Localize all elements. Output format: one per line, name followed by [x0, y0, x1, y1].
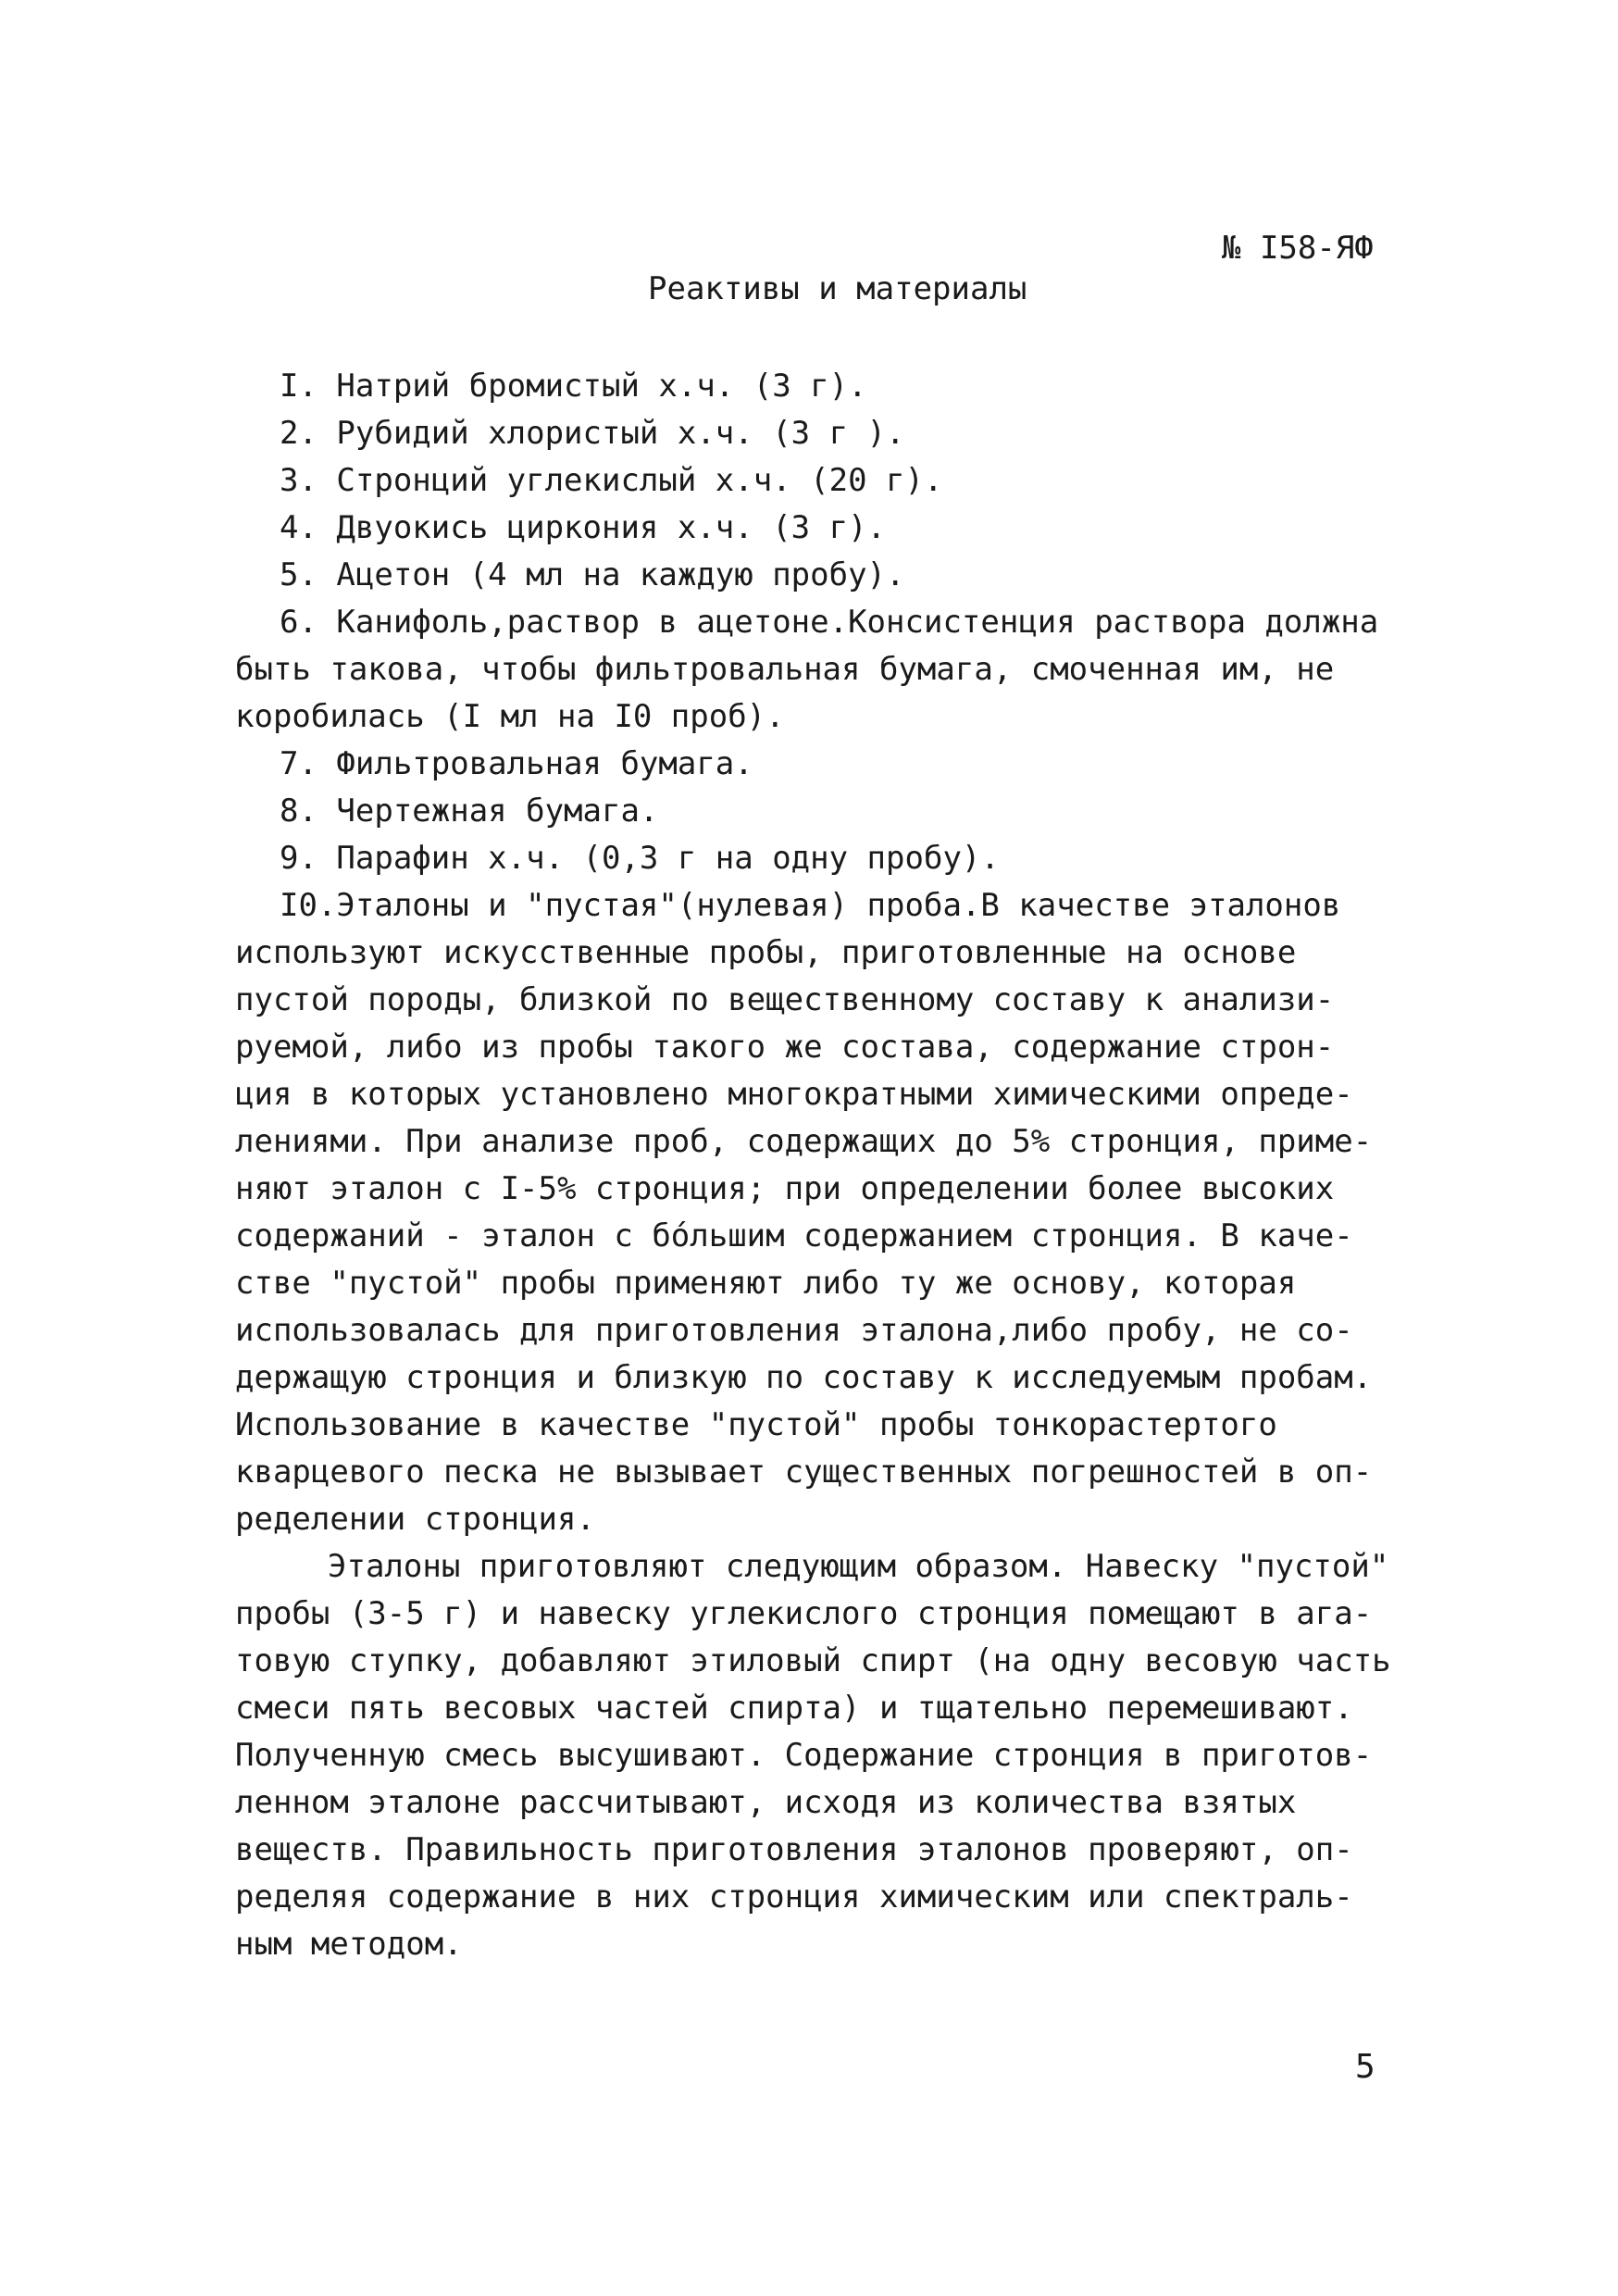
text-line: ция в которых установлено многократными химическими опреде-: [235, 1076, 1353, 1113]
text-line: держащую стронция и близкую по составу к исследуемым пробам.: [235, 1359, 1373, 1396]
text-line: руемой, либо из пробы такого же состава, содержание строн-: [235, 1029, 1335, 1066]
text-line: ленном эталоне рассчитывают, исходя из количества взятых: [235, 1784, 1297, 1821]
text-line: Полученную смесь высушивают. Содержание стронция в приготов-: [235, 1737, 1373, 1774]
list-item-1: I. Натрий бромистый х.ч. (3 г).: [280, 368, 867, 405]
document-body: [235, 363, 1392, 1968]
text-line: пустой породы, близкой по вещественному составу к анализи-: [235, 981, 1335, 1018]
text-line: стве "пустой" пробы применяют либо ту же основу, которая: [235, 1265, 1297, 1302]
text-line: ным методом.: [235, 1926, 463, 1963]
text-line: веществ. Правильность приготовления эталонов проверяют, оп-: [235, 1831, 1353, 1868]
text-line: содержаний - эталон с бóльшим содержанием стронция. В каче-: [235, 1217, 1353, 1254]
list-item-6: 6. Канифоль,раствор в ацетоне.Консистенция раствора должна: [280, 604, 1379, 641]
text-line: пробы (3-5 г) и навеску углекислого стронция помещают в ага-: [235, 1595, 1373, 1632]
list-item-10: I0.Эталоны и "пустая"(нулевая) проба.В качестве эталонов: [280, 887, 1341, 924]
text-line: коробилась (I мл на I0 проб).: [235, 698, 785, 735]
text-line: используют искусственные пробы, приготовленные на основе: [235, 934, 1297, 971]
text-line: няют эталон с I-5% стронция; при определении более высоких: [235, 1170, 1335, 1207]
text-line: использовалась для приготовления эталона,либо пробу, не со-: [235, 1312, 1353, 1349]
text-line: кварцевого песка не вызывает существенных погрешностей в оп-: [235, 1454, 1373, 1491]
list-item-7: 7. Фильтровальная бумага.: [280, 745, 753, 782]
text-line: смеси пять весовых частей спирта) и тщательно перемешивают.: [235, 1690, 1353, 1727]
text-line: лениями. При анализе проб, содержащих до 5% стронция, приме-: [235, 1123, 1373, 1160]
list-item-5: 5. Ацетон (4 мл на каждую пробу).: [280, 556, 905, 593]
text-line: быть такова, чтобы фильтровальная бумага, смоченная им, не: [235, 651, 1335, 688]
text-line: ределении стронция.: [235, 1501, 595, 1538]
text-line: товую ступку, добавляют этиловый спирт (на одну весовую часть: [235, 1642, 1391, 1679]
list-item-8: 8. Чертежная бумага.: [280, 792, 659, 830]
list-item-4: 4. Двуокись циркония х.ч. (3 г).: [280, 509, 887, 546]
text-line: Использование в качестве "пустой" пробы тонкорастертого: [235, 1406, 1277, 1443]
list-item-9: 9. Парафин х.ч. (0,3 г на одну пробу).: [280, 840, 1000, 877]
list-item-3: 3. Стронций углекислый х.ч. (20 г).: [280, 462, 943, 499]
list-item-2: 2. Рубидий хлористый х.ч. (3 г ).: [280, 415, 905, 452]
text-line: ределяя содержание в них стронция химическим или спектраль-: [235, 1878, 1353, 1915]
document-number: № I58-ЯФ: [1222, 230, 1374, 267]
paragraph-start: Эталоны приготовляют следующим образом. Навеску "пустой": [328, 1548, 1389, 1585]
page-number: 5: [1355, 2048, 1375, 2086]
section-heading: Реактивы и материалы: [648, 270, 1027, 307]
